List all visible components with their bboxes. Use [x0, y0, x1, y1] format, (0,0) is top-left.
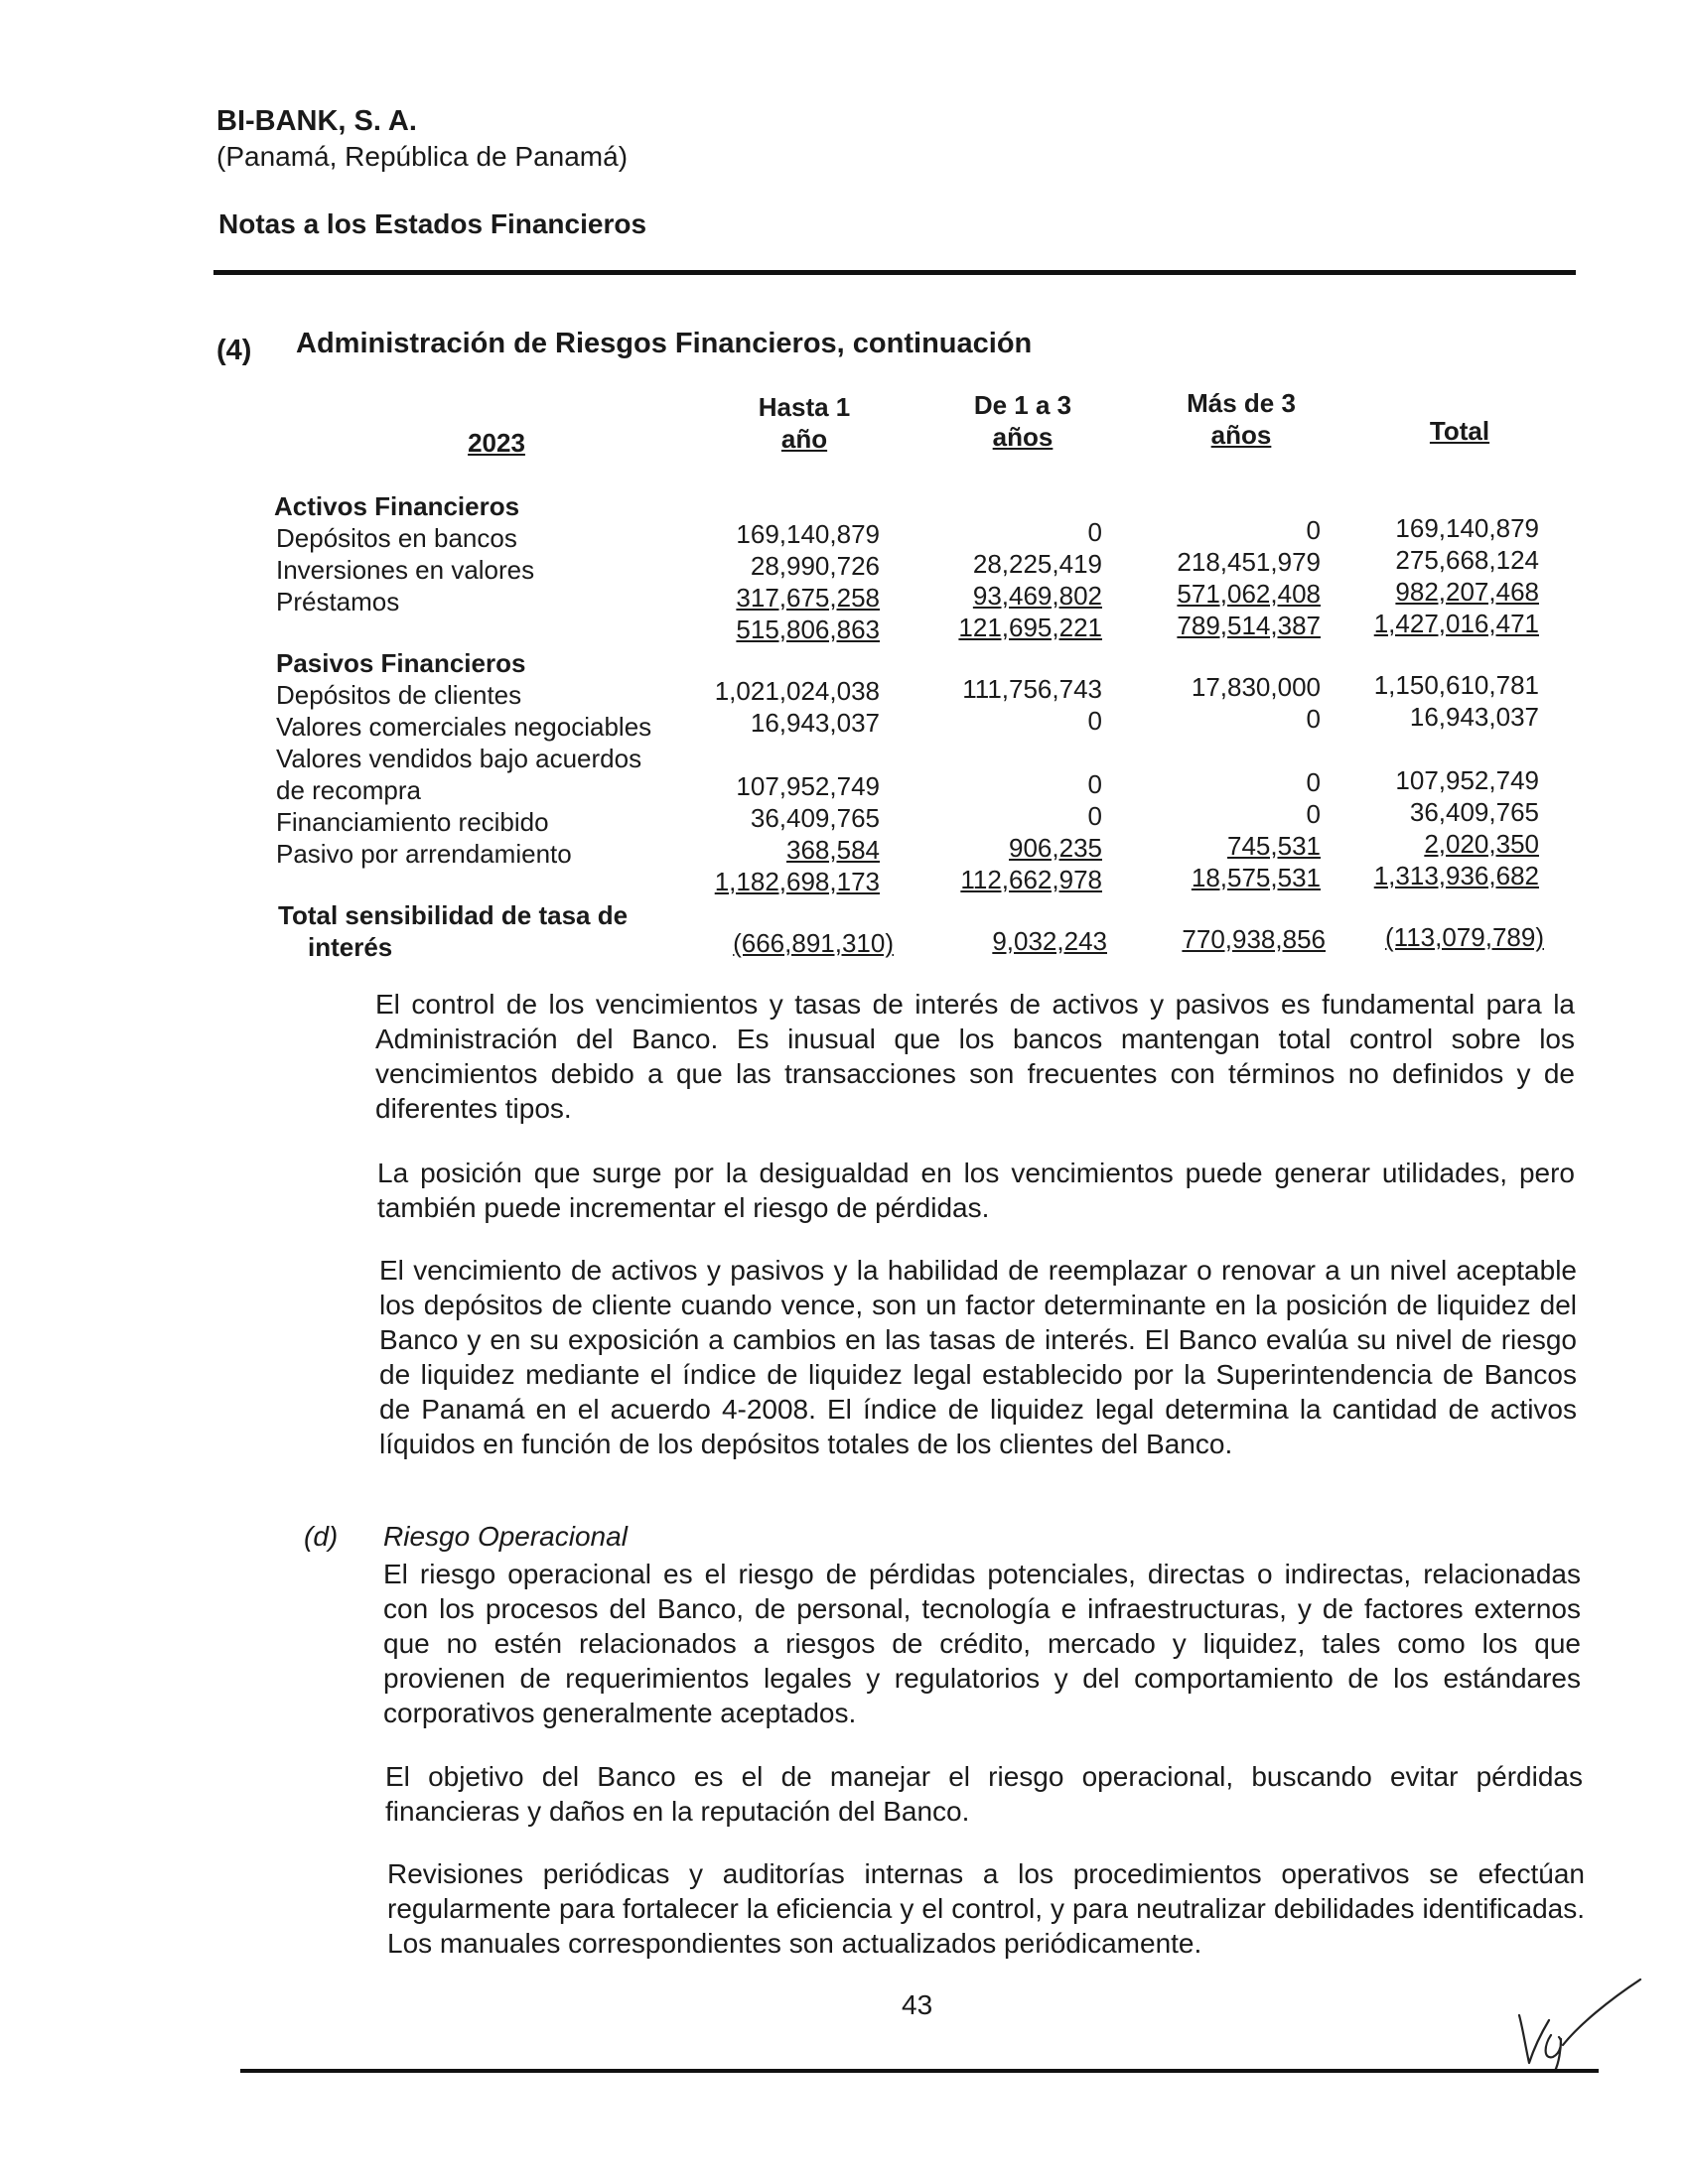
cell-value: 1,150,610,781	[1373, 670, 1539, 700]
cell-value: 745,531	[1227, 831, 1321, 861]
paragraph: El vencimiento de activos y pasivos y la habilidad de reemplazar o renovar a un nivel aceptable los depósitos de cliente cuando vence, son un factor determinante en la posición de liquidez del Banco y en su exposición a cambios en las tasas de interés. El Banco evalúa su nivel de riesgo de liquidez mediante el índice de liquidez legal establecido por la Superintendencia de Bancos de Panamá en el acuerdo 4-2008. El índice de liquidez legal determina la cantidad de activos líquidos en función de los depósitos totales de los clientes del Banco.	[379, 1255, 1577, 1459]
liabilities-heading: Pasivos Financieros	[276, 648, 526, 678]
document-title: Notas a los Estados Financieros	[218, 208, 647, 239]
row-label: Valores comerciales negociables	[276, 712, 652, 742]
liabilities-total: 1,182,698,173	[714, 867, 880, 896]
cell-value: 36,409,765	[1409, 797, 1539, 827]
liabilities-total: 112,662,978	[960, 865, 1102, 894]
cell-value: 107,952,749	[1395, 765, 1539, 795]
cell-value: 0	[1306, 704, 1321, 734]
sensitivity-value: 770,938,856	[1182, 924, 1326, 954]
row-label: Préstamos	[276, 587, 400, 616]
row-label: de recompra	[276, 775, 421, 805]
cell-value: 571,062,408	[1177, 579, 1321, 609]
sensitivity-value: (113,079,789)	[1385, 922, 1544, 952]
cell-value: 28,990,726	[750, 551, 880, 581]
cell-value: 0	[1087, 706, 1102, 736]
row-label: Pasivo por arrendamiento	[276, 839, 572, 869]
cell-value: 107,952,749	[736, 771, 880, 801]
cell-value: 317,675,258	[736, 583, 880, 613]
assets-total: 121,695,221	[958, 613, 1102, 642]
assets-total: 515,806,863	[736, 614, 880, 644]
cell-value: 169,140,879	[736, 519, 880, 549]
sensitivity-label-2: interés	[308, 932, 393, 962]
sensitivity-value: (666,891,310)	[733, 928, 894, 958]
paragraph: El riesgo operacional es el riesgo de pérdidas potenciales, directas o indirectas, relacionadas con los procesos del Banco, de personal, tecnología e infraestructuras, y de factores externos que no estén relacionados a riesgos de crédito, mercado y liquidez, tales como los que provienen de requerimientos legales y regulatorios y del comportamiento de los estándares corporativos generalmente aceptados.	[383, 1559, 1581, 1728]
cell-value: 1,021,024,038	[714, 676, 880, 706]
row-label: Financiamiento recibido	[276, 807, 549, 837]
cell-value: 0	[1306, 515, 1321, 545]
company-name: BI-BANK, S. A.	[216, 105, 417, 137]
col-mas-3-header: Más de 3 años	[1187, 388, 1296, 450]
cell-value: 17,830,000	[1191, 672, 1321, 702]
year-header: 2023	[468, 428, 525, 458]
signature-initials	[1509, 1976, 1648, 2075]
cell-value: 111,756,743	[962, 674, 1102, 704]
paragraph: El control de los vencimientos y tasas de interés de activos y pasivos es fundamental para la Administración del Banco. Es inusual que los bancos mantengan total control sobre los vencimientos debido a que las transacciones son frecuentes con términos no definidos y de diferentes tipos.	[375, 989, 1575, 1124]
row-label: Depósitos en bancos	[276, 523, 517, 553]
section-number: (4)	[216, 335, 252, 366]
cell-value: 28,225,419	[972, 549, 1102, 579]
cell-value: 36,409,765	[750, 803, 880, 833]
sensitivity-label: Total sensibilidad de tasa de	[278, 900, 629, 930]
cell-value: 0	[1087, 801, 1102, 831]
cell-value: 218,451,979	[1177, 547, 1321, 577]
liabilities-total: 1,313,936,682	[1373, 861, 1539, 890]
col-total-header: Total	[1429, 416, 1490, 446]
cell-value: 2,020,350	[1424, 829, 1539, 859]
subsection-letter: (d)	[304, 1521, 339, 1552]
row-label: Valores vendidos bajo acuerdos	[276, 744, 642, 773]
cell-value: 275,668,124	[1395, 545, 1539, 575]
assets-heading: Activos Financieros	[274, 491, 520, 521]
row-label: Inversiones en valores	[276, 555, 535, 585]
col-hasta-1-header: Hasta 1 año	[758, 392, 851, 454]
cell-value: 0	[1087, 769, 1102, 799]
assets-total: 789,514,387	[1177, 611, 1321, 640]
liabilities-total: 18,575,531	[1191, 863, 1321, 892]
paragraph: La posición que surge por la desigualdad en los vencimientos puede generar utilidades, pero también puede incrementar el riesgo de pérdidas.	[377, 1158, 1575, 1223]
assets-total: 1,427,016,471	[1373, 609, 1539, 638]
paragraph: Revisiones periódicas y auditorías internas a los procedimientos operativos se efectúan regularmente para fortalecer la eficiencia y el control, y para neutralizar debilidades identificadas. Los manuales correspondientes son actualizados periódicamente.	[387, 1858, 1585, 1959]
cell-value: 982,207,468	[1395, 577, 1539, 607]
cell-value: 169,140,879	[1395, 513, 1539, 543]
section-title: Administración de Riesgos Financieros, continuación	[296, 328, 1033, 359]
cell-value: 0	[1306, 767, 1321, 797]
subsection-title: Riesgo Operacional	[383, 1521, 628, 1552]
company-location: (Panamá, República de Panamá)	[216, 141, 629, 172]
paragraph: El objetivo del Banco es el de manejar el riesgo operacional, buscando evitar pérdidas financieras y daños en la reputación del Banco.	[385, 1761, 1583, 1827]
cell-value: 16,943,037	[750, 708, 880, 738]
cell-value: 93,469,802	[972, 581, 1102, 611]
cell-value: 0	[1306, 799, 1321, 829]
row-label: Depósitos de clientes	[276, 680, 522, 710]
footer-rule	[240, 2069, 1599, 2073]
cell-value: 906,235	[1009, 833, 1102, 863]
header-rule	[213, 270, 1576, 275]
col-1-a-3-header: De 1 a 3 años	[973, 390, 1072, 452]
cell-value: 368,584	[786, 835, 880, 865]
cell-value: 0	[1087, 517, 1102, 547]
sensitivity-value: 9,032,243	[992, 926, 1107, 956]
page-number: 43	[902, 1989, 933, 2020]
cell-value: 16,943,037	[1409, 702, 1539, 732]
